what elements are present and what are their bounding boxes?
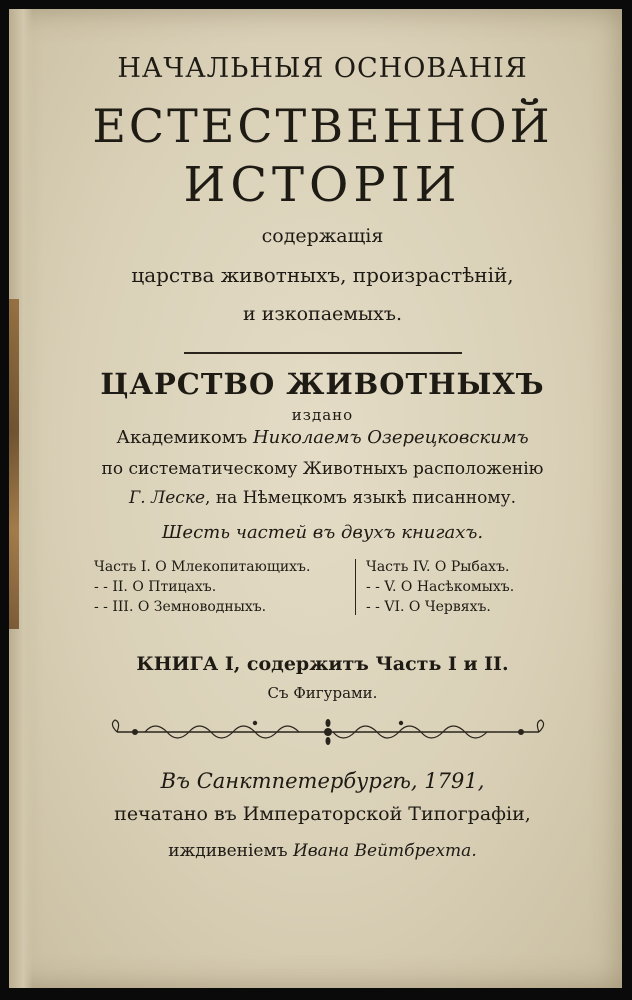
spine-stain <box>9 299 19 629</box>
book-line: КНИГА I, содержитъ Часть I и II. <box>136 653 509 675</box>
part-item: - - V. О Насѣкомыхъ. <box>366 579 515 595</box>
floral-ornament <box>105 717 551 747</box>
published-label: издано <box>291 406 354 424</box>
divider-rule <box>184 352 462 354</box>
part-item: - - III. О Земноводныхъ. <box>94 599 267 615</box>
system-line: по систематическому Животныхъ расположенію <box>101 459 544 479</box>
figures-line: Съ Фигурами. <box>267 684 378 702</box>
column-divider <box>355 559 356 615</box>
leske-name: Г. Леске <box>129 488 206 508</box>
part-item: - - VI. О Червяхъ. <box>366 599 491 615</box>
parts-summary: Шесть частей въ двухъ книгахъ. <box>161 522 484 543</box>
subtitle-line-3: и изкопаемыхъ. <box>242 303 403 325</box>
leske-rest: , на Нѣмецкомъ языкѣ писанному. <box>205 488 516 508</box>
imprint-printed: печатано въ Императорской Типографіи, <box>114 803 531 825</box>
funded-prefix: иждивеніемъ <box>168 841 293 861</box>
imprint-place-date: Въ Санктпетербургѣ, 1791, <box>160 769 485 793</box>
title-page <box>9 9 622 988</box>
title-line-2: ЕСТЕСТВЕННОЙ <box>92 99 553 153</box>
subtitle-line-1: содержащія <box>261 225 384 247</box>
author-name: Николаемъ Озерецковскимъ <box>252 427 529 448</box>
author-prefix: Академикомъ <box>116 427 253 448</box>
parts-left-column <box>94 557 310 617</box>
section-heading: ЦАРСТВО ЖИВОТНЫХЪ <box>100 367 545 401</box>
title-line-3: ИСТОРІИ <box>183 157 462 213</box>
part-item: - - II. О Птицахъ. <box>94 579 217 595</box>
subtitle-line-2: царства животныхъ, произрастѣній, <box>131 263 514 287</box>
leske-line <box>33 488 612 508</box>
part-item: Часть I. О Млекопитающихъ. <box>94 559 311 575</box>
imprint-funded <box>33 841 612 861</box>
funder-name: Ивана Вейтбрехта. <box>292 841 477 861</box>
parts-right-column <box>366 557 514 617</box>
part-item: Часть IV. О Рыбахъ. <box>366 559 510 575</box>
author-line <box>33 427 612 448</box>
title-line-1: НАЧАЛЬНЫЯ ОСНОВАНІЯ <box>117 53 528 84</box>
